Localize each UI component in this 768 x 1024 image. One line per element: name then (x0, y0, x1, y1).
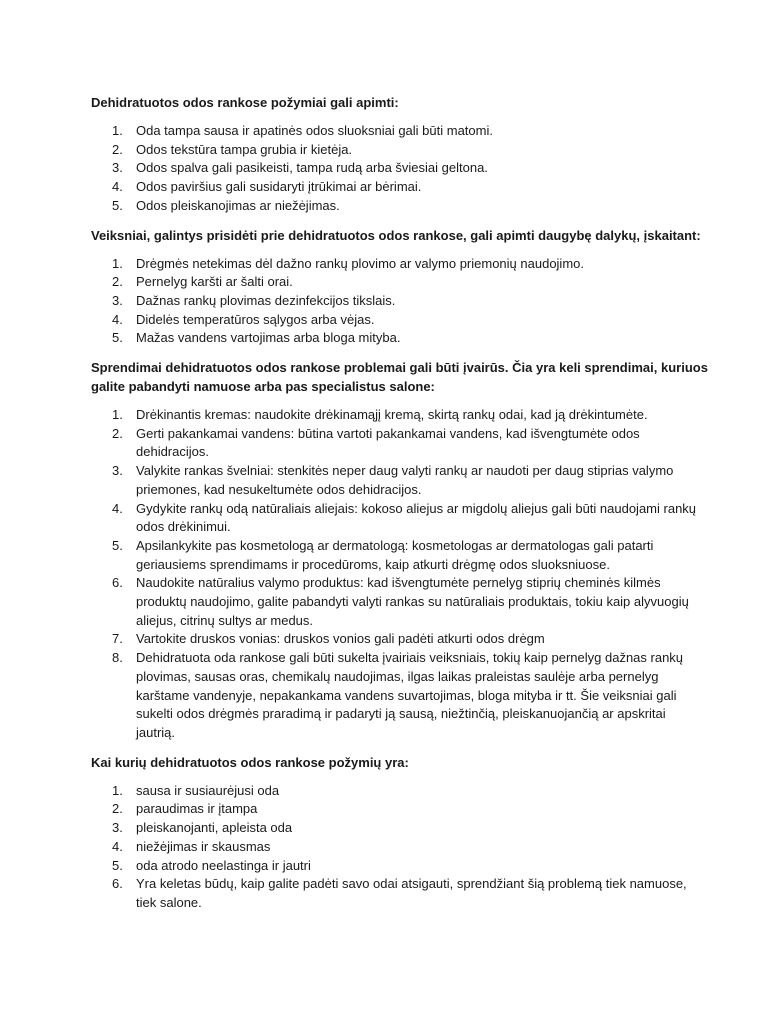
section-heading: Veiksniai, galintys prisidėti prie dehidratuotos odos rankose, gali apimti daugybę dalykų, įskaitant: (91, 227, 701, 243)
list-item: 2. Odos tekstūra tampa grubia ir kietėja. (112, 141, 353, 157)
list-item: 4. Odos paviršius gali susidaryti įtrūkimai ar bėrimai. (112, 179, 422, 195)
list-item: 7. Vartokite druskos vonias: druskos vonios gali padėti atkurti odos drėgm (112, 631, 545, 647)
list-item: 4. niežėjimas ir skausmas (112, 838, 271, 854)
list-item: 5. Apsilankykite pas kosmetologą ar dermatologą: kosmetologas ar dermatologas gali patarti geriausiems sprendimams ir procedūroms, kaip atkurti drėgmę odos sluoksniuose. (112, 537, 654, 572)
list-item: 6. Yra keletas būdų, kaip galite padėti savo odai atsigauti, sprendžiant šią problemą tiek namuose, tiek salone. (112, 876, 687, 910)
section-factors (91, 226, 708, 349)
list-item: 4. Gydykite rankų odą natūraliais aliejais: kokoso aliejus ar migdolų aliejus gali būti naudojami rankų odos drėkinimui. (112, 500, 697, 535)
list-item: 3. Valykite rankas švelniai: stenkitės neper daug valyti rankų ar naudoti per daug stiprias valymo priemones, kad nesukeltumėte odos dehidracijos. (112, 463, 674, 497)
list-item: 1. Oda tampa sausa ir apatinės odos sluoksniai gali būti matomi. (112, 123, 493, 138)
list-item: 2. Gerti pakankamai vandens: būtina vartoti pakankamai vandens, kad išvengtumėte odos dehidracijos. (112, 425, 640, 460)
numbered-list (91, 406, 708, 743)
numbered-list (91, 255, 708, 349)
section-heading: Dehidratuotos odos rankose požymiai gali apimti: (91, 95, 399, 110)
list-item: 4. Didelės temperatūros sąlygos arba vėjas. (112, 311, 375, 327)
section-heading: Sprendimai dehidratuotos odos rankose problemai gali būti įvairūs. Čia yra keli sprendimai, kuriuos galite pabandyti namuose arba pas specialistus salone: (91, 360, 708, 395)
list-item: 1. sausa ir susiaurėjusi oda (112, 782, 280, 798)
section-solutions (91, 358, 708, 743)
list-item: 3. Odos spalva gali pasikeisti, tampa rudą arba šviesiai geltona. (112, 160, 488, 176)
list-item: 3. pleiskanojanti, apleista oda (112, 820, 293, 836)
list-item: 5. Mažas vandens vartojimas arba bloga mityba. (112, 330, 401, 346)
list-item: 8. Dehidratuota oda rankose gali būti sukelta įvairiais veiksniais, tokių kaip pernelyg dažnas rankų plovimas, sausas oras, chemikalų naudojimas, ilgas laikas praleistas saulėje arba pernelyg karštame vandenyje, nepakankama vandens suvartojimas, bloga mityba ir tt. Šie veiksniai gali sukelti odos drėgmės praradimą ir padaryti ją sausą, niežtinčią, pleiskanuojančią ar apskritai jautrią. (112, 650, 684, 740)
list-item: 5. oda atrodo neelastinga ir jautri (112, 857, 311, 873)
section-heading: Kai kurių dehidratuotos odos rankose požymių yra: (91, 754, 409, 770)
list-item: 1. Drėgmės netekimas dėl dažno rankų plovimo ar valymo priemonių naudojimo. (112, 255, 584, 271)
list-item: 2. paraudimas ir įtampa (112, 801, 258, 817)
list-item: 3. Dažnas rankų plovimas dezinfekcijos tikslais. (112, 292, 396, 308)
section-symptoms (91, 753, 708, 913)
list-item: 6. Naudokite natūralius valymo produktus: kad išvengtumėte pernelyg stiprių cheminės kilmės produktų naudojimo, galite pabandyti valyti rankas su natūraliais produktais, tokiu kaip alyvuogių aliejus, citrinų sultys ar medus. (112, 575, 689, 628)
list-item: 5. Odos pleiskanojimas ar niežėjimas. (112, 197, 340, 213)
list-item: 2. Pernelyg karšti ar šalti orai. (112, 274, 293, 290)
section-signs (91, 93, 708, 216)
numbered-list (91, 782, 708, 913)
list-item: 1. Drėkinantis kremas: naudokite drėkinamąjį kremą, skirtą rankų odai, kad ją drėkintumėte. (112, 407, 648, 423)
numbered-list (91, 122, 708, 216)
